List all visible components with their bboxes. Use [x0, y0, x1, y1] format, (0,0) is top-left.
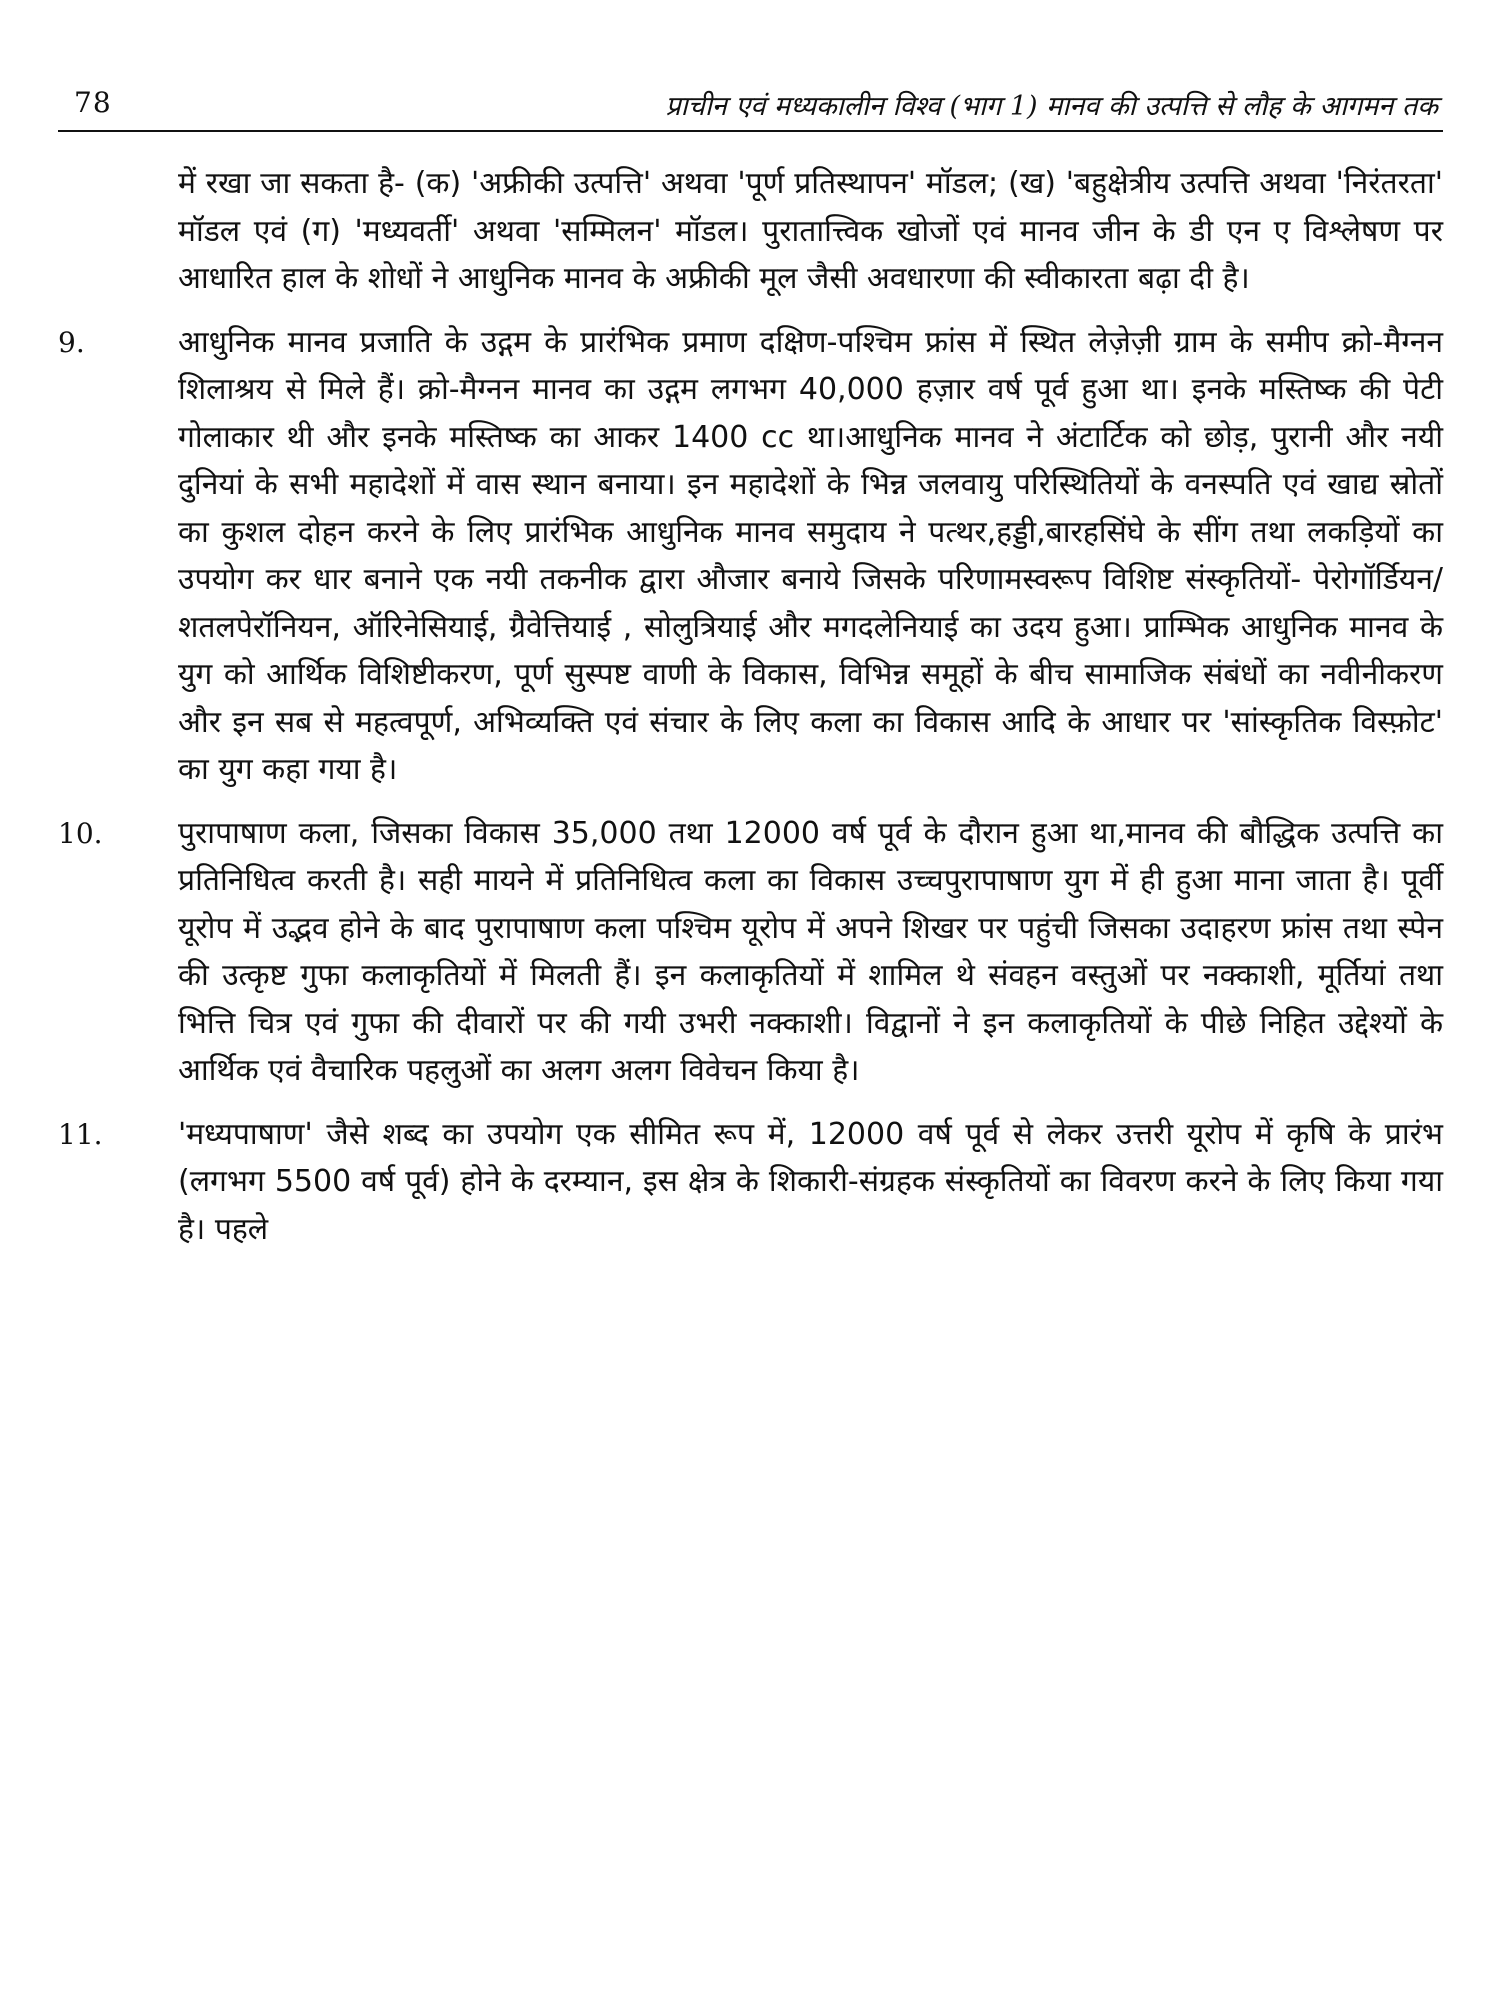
numbered-paragraph-10	[58, 810, 1443, 1095]
page-body	[58, 160, 1443, 1253]
running-title: प्राचीन एवं मध्यकालीन विश्व (भाग 1) मानव की उत्पत्ति से लौह के आगमन तक	[665, 91, 1438, 122]
paragraph-number: 9.	[58, 325, 85, 359]
paragraph-number: 11.	[58, 1117, 103, 1151]
paragraph-continuation	[58, 160, 1443, 303]
paragraph-text: आधुनिक मानव प्रजाति के उद्गम के प्रारंभिक प्रमाण दक्षिण-पश्चिम फ्रांस में स्थित लेज़ेज़ी ग्राम के समीप क्रो-मैग्नन शिलाश्रय से मिले हैं। क्रो-मैग्नन मानव का उद्गम लगभग 40,000 हज़ार वर्ष पूर्व हुआ था। इनके मस्तिष्क की पेटी गोलाकार थी और इनके मस्तिष्क का आकर 1400 cc था।आधुनिक मानव ने अंटार्टिक को छोड़, पुरानी और नयी दुनियां के सभी महादेशों में वास स्थान बनाया। इन महादेशों के भिन्न जलवायु परिस्थितियों के वनस्पति एवं खाद्य स्रोतों का कुशल दोहन करने के लिए प्रारंभिक आधुनिक मानव समुदाय ने पत्थर,हड्डी,बारहसिंघे के सींग तथा लकड़ियों का उपयोग कर धार बनाने एक नयी तकनीक द्वारा औजार बनाये जिसके परिणामस्वरूप विशिष्ट संस्कृतियों- पेरोगॉर्डियन/शतलपेरॉनियन, ऑरिनेसियाई, ग्रैवेत्तियाई , सोलुत्रियाई और मगदलेनियाई का उदय हुआ। प्राम्भिक आधुनिक मानव के युग को आर्थिक विशिष्टीकरण, पूर्ण सुस्पष्ट वाणी के विकास, विभिन्न समूहों के बीच सामाजिक संबंधों का नवीनीकरण और इन सब से महत्वपूर्ण, अभिव्यक्ति एवं संचार के लिए कला का विकास आदि के आधार पर 'सांस्कृतिक विस्फ़ोट' का युग कहा गया है।	[178, 324, 1443, 787]
paragraph-number: 10.	[58, 816, 103, 850]
paragraph-gap	[58, 303, 1443, 319]
paragraph-text: 'मध्यपाषाण' जैसे शब्द का उपयोग एक सीमित रूप में, 12000 वर्ष पूर्व से लेकर उत्तरी यूरोप में कृषि के प्रारंभ (लगभग 5500 वर्ष पूर्व) होने के दरम्यान, इस क्षेत्र के शिकारी-संग्रहक संस्कृतियों का विवरण करने के लिए किया गया है। पहले	[178, 1116, 1443, 1247]
paragraph-gap	[58, 794, 1443, 810]
page-header	[58, 78, 1443, 132]
page-number: 78	[74, 86, 112, 119]
numbered-paragraph-11	[58, 1111, 1443, 1254]
paragraph-text: में रखा जा सकता है- (क) 'अफ्रीकी उत्पत्ति' अथवा 'पूर्ण प्रतिस्थापन' मॉडल; (ख) 'बहुक्षेत्रीय उत्पत्ति अथवा 'निरंतरता' मॉडल एवं (ग) 'मध्यवर्ती' अथवा 'सम्मिलन' मॉडल। पुरातात्त्विक खोजों एवं मानव जीन के डी एन ए विश्लेषण पर आधारित हाल के शोधों ने आधुनिक मानव के अफ्रीकी मूल जैसी अवधारणा की स्वीकारता बढ़ा दी है।	[178, 166, 1443, 296]
paragraph-gap	[58, 1095, 1443, 1111]
paragraph-text: पुरापाषाण कला, जिसका विकास 35,000 तथा 12000 वर्ष पूर्व के दौरान हुआ था,मानव की बौद्धिक उत्पत्ति का प्रतिनिधित्व करती है। सही मायने में प्रतिनिधित्व कला का विकास उच्चपुरापाषाण युग में ही हुआ माना जाता है। पूर्वी यूरोप में उद्भव होने के बाद पुरापाषाण कला पश्चिम यूरोप में अपने शिखर पर पहुंची जिसका उदाहरण फ्रांस तथा स्पेन की उत्कृष्ट गुफा कलाकृतियों में मिलती हैं। इन कलाकृतियों में शामिल थे संवहन वस्तुओं पर नक्काशी, मूर्तियां तथा भित्ति चित्र एवं गुफा की दीवारों पर की गयी उभरी नक्काशी। विद्वानों ने इन कलाकृतियों के पीछे निहित उद्देश्यों के आर्थिक एवं वैचारिक पहलुओं का अलग अलग विवेचन किया है।	[178, 815, 1443, 1088]
numbered-paragraph-9	[58, 319, 1443, 794]
